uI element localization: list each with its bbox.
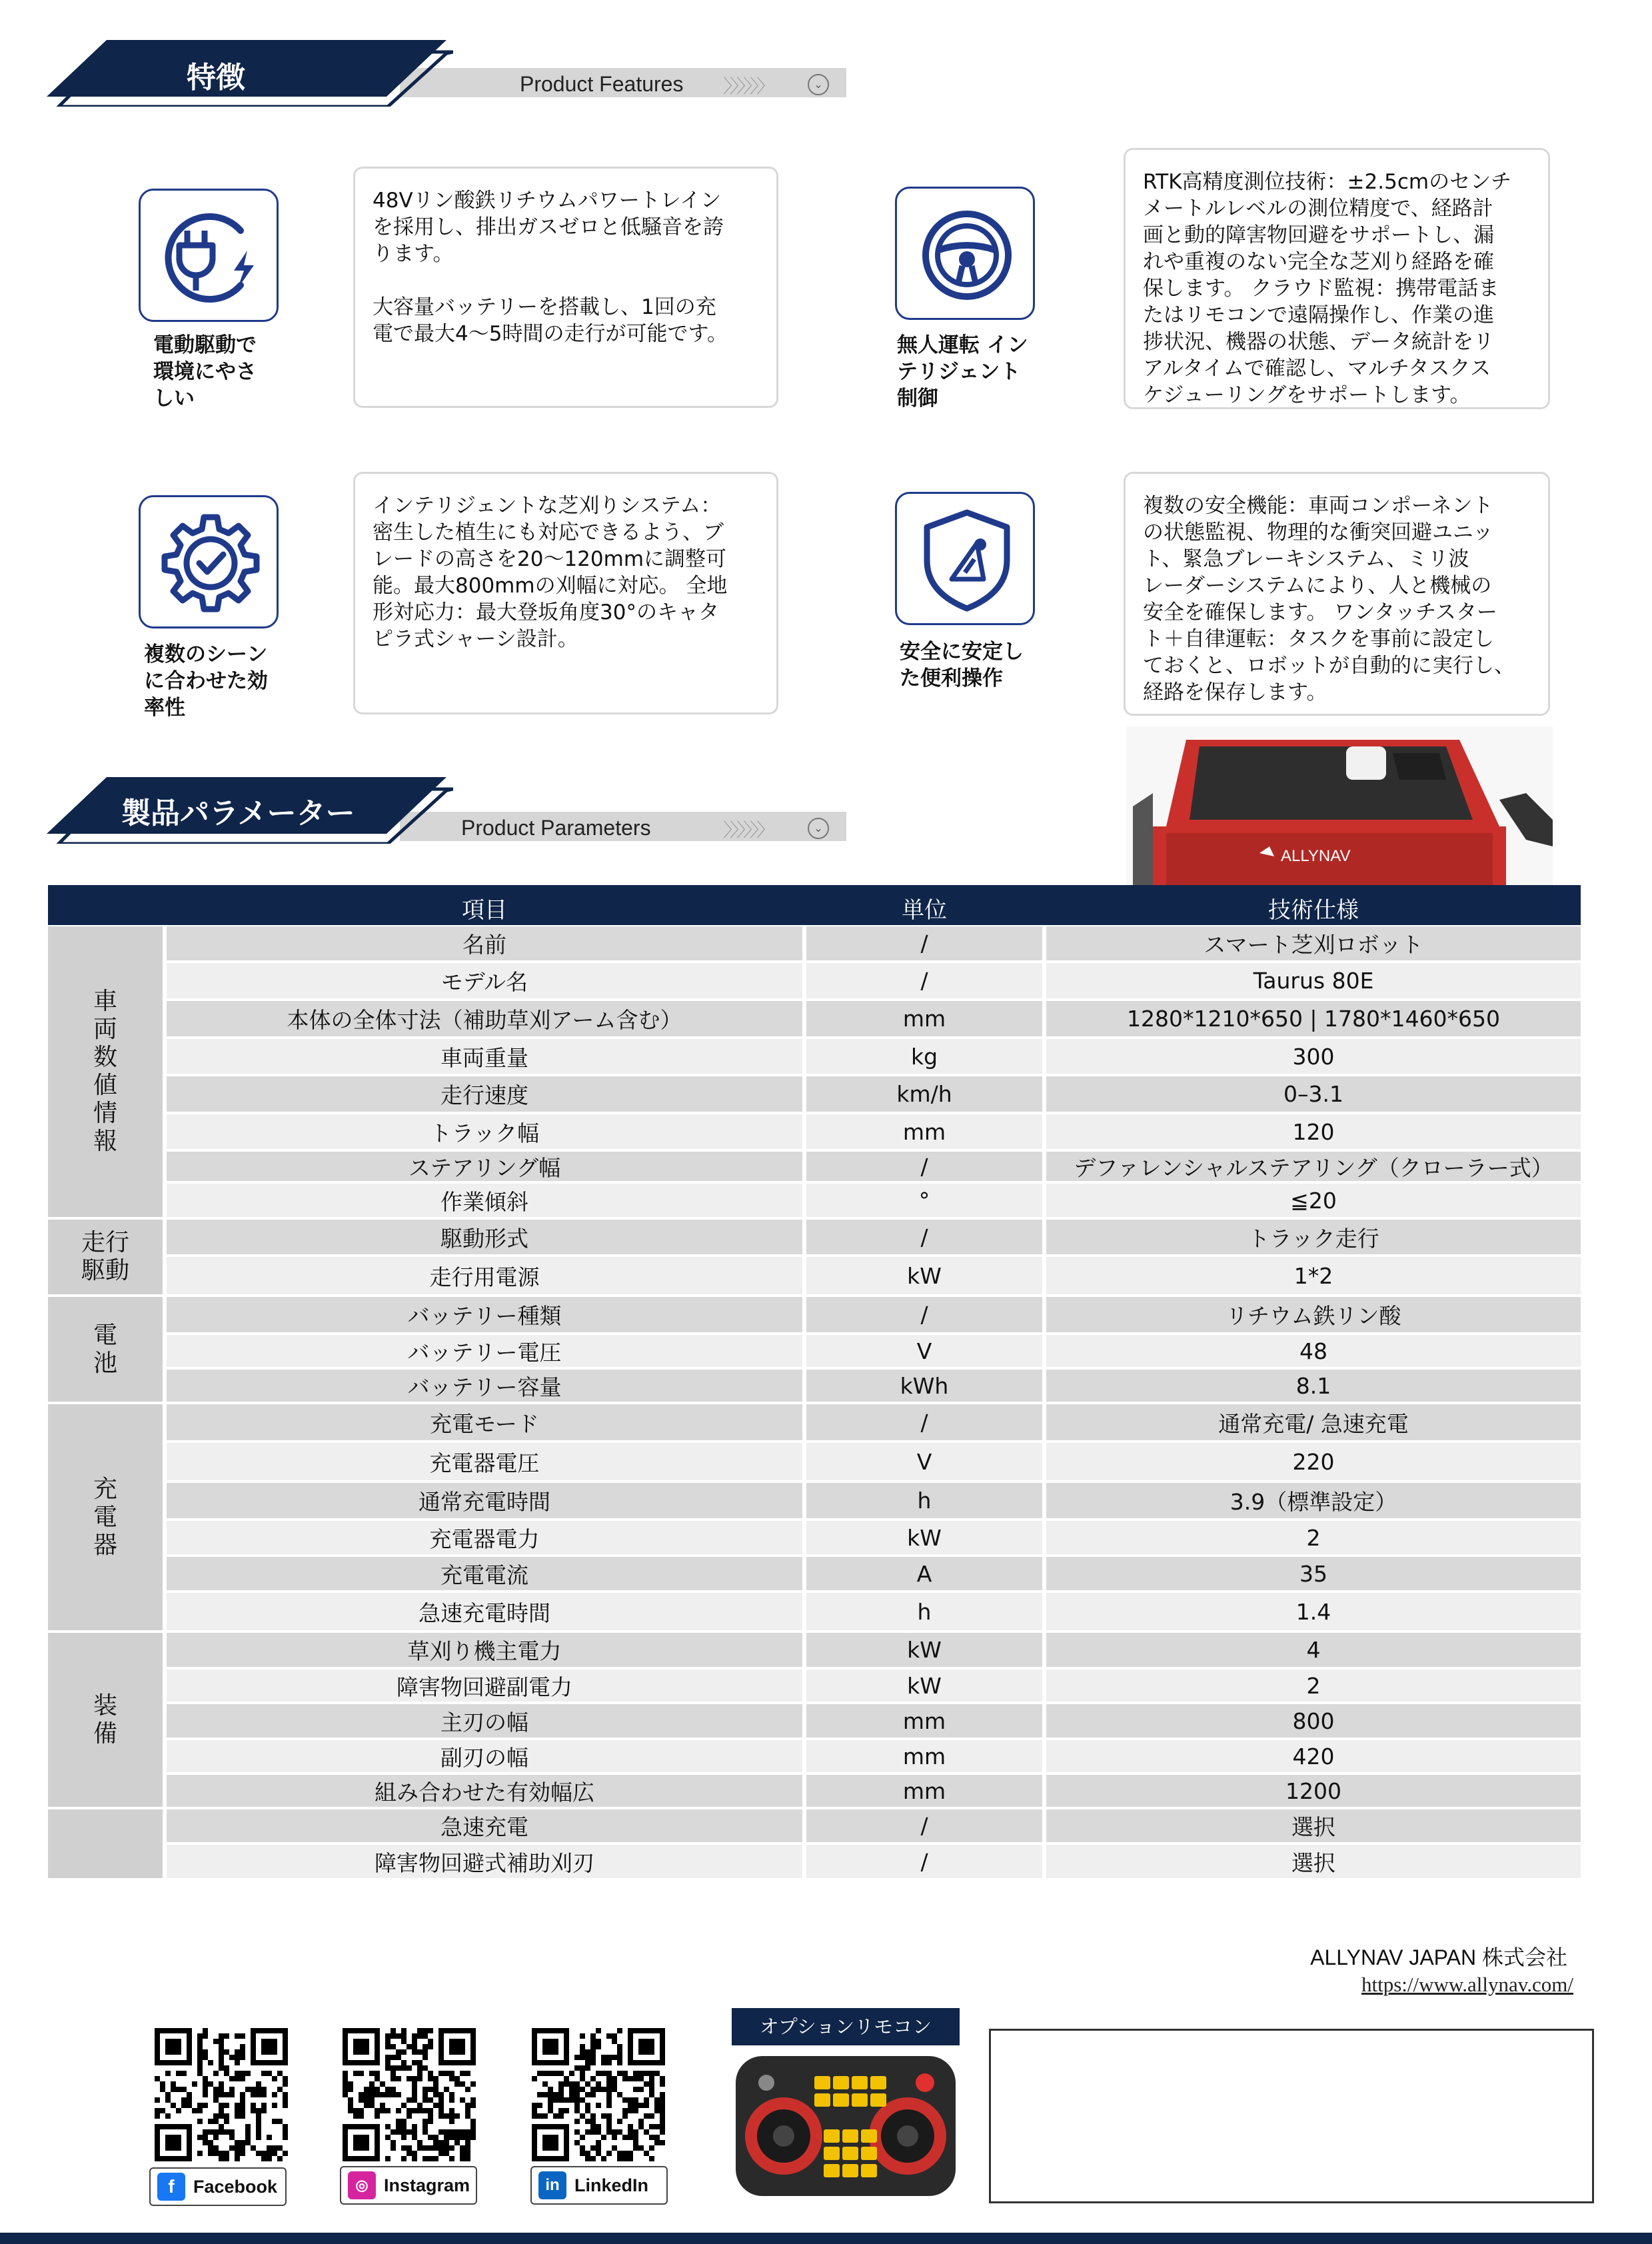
param-name-cell: モデル名 [167,963,802,998]
param-unit-cell: / [806,1809,1042,1842]
table-row [167,1076,1581,1112]
param-name-cell: 主刃の幅 [167,1704,802,1737]
param-value-cell: 通常充電/ 急速充電 [1046,1404,1581,1440]
facebook-label: Facebook [193,2176,278,2197]
param-value-cell: 選択 [1046,1809,1581,1842]
robot-brand: ALLYNAV [1281,847,1351,865]
linkedin-label: LinkedIn [574,2175,649,2195]
feature-label: 無人運転 イン テリジェント 制御 [897,333,1028,411]
banner-tab-shape [47,40,453,107]
table-row [167,1521,1581,1554]
param-unit-cell: kW [806,1633,1042,1667]
param-unit-cell: mm [806,1114,1042,1149]
table-row [167,926,1581,960]
table-row [167,1152,1581,1181]
param-value-cell: トラック走行 [1046,1220,1581,1254]
table-group-label: 車 両 数 値 情 報 [48,926,163,1217]
param-unit-cell: / [806,1297,1042,1332]
table-row [167,1845,1581,1878]
param-name-cell: 急速充電時間 [167,1593,802,1630]
param-unit-cell: h [806,1593,1042,1630]
param-unit-cell: A [806,1557,1042,1590]
param-value-cell: 420 [1046,1740,1581,1772]
table-group-label: 装 備 [48,1633,163,1807]
chevrons-decoration: 〉〉〉〉〉〉 [723,819,773,841]
table-row [167,1633,1581,1667]
features-subtitle: Product Features [520,72,684,96]
param-name-cell: バッテリー種類 [167,1297,802,1332]
param-value-cell: 1*2 [1046,1257,1581,1294]
param-unit-cell: / [806,963,1042,998]
qr-code-linkedin [532,2028,665,2161]
parameters-subtitle: Product Parameters [461,816,651,840]
param-value-cell: 48 [1046,1335,1581,1367]
chevron-down-icon[interactable]: ⌄ [808,74,829,95]
table-header [48,885,1581,925]
feature-description [353,167,778,408]
bottom-bar [0,2233,1652,2244]
param-name-cell: 充電器電圧 [167,1443,802,1480]
param-name-cell: 車両重量 [167,1039,802,1074]
param-value-cell: 4 [1046,1633,1581,1667]
param-unit-cell: / [806,1404,1042,1440]
feature-icon-card [895,492,1035,625]
feature-description [1124,472,1550,716]
table-row [167,1001,1581,1036]
param-value-cell: 35 [1046,1557,1581,1590]
param-value-cell: 3.9（標準設定） [1046,1483,1581,1518]
table-row [167,1297,1581,1332]
param-unit-cell: h [806,1483,1042,1518]
param-unit-cell: / [806,1845,1042,1878]
table-row [167,1775,1581,1807]
param-value-cell: 1280*1210*650 | 1780*1460*650 [1046,1001,1581,1036]
param-unit-cell: mm [806,1740,1042,1772]
param-name-cell: 充電電流 [167,1557,802,1590]
feature-label: 複数のシーン に合わせた効 率性 [144,642,268,720]
header-item: 項目 [462,897,507,924]
gear-check-icon [141,497,281,630]
param-unit-cell: kWh [806,1370,1042,1402]
param-name-cell: 駆動形式 [167,1220,802,1254]
param-value-cell: デファレンシャルステアリング（クローラー式） [1046,1152,1581,1181]
param-name-cell: 草刈り機主電力 [167,1633,802,1667]
param-value-cell: 120 [1046,1114,1581,1149]
instagram-icon: ◎ [348,2171,376,2199]
table-row [167,1257,1581,1294]
feature-icon-card [139,189,279,322]
table-row [167,1335,1581,1367]
param-value-cell: 800 [1046,1704,1581,1737]
param-name-cell: 走行速度 [167,1076,802,1112]
table-row [167,1704,1581,1737]
feature-label: 安全に安定し た便利操作 [900,640,1024,690]
header-spec: 技術仕様 [1268,897,1359,924]
param-name-cell: 充電器電力 [167,1521,802,1554]
param-unit-cell: V [806,1335,1042,1367]
feature-description [1124,148,1550,409]
parameters-banner [40,777,823,857]
param-value-cell: 2 [1046,1670,1581,1701]
param-unit-cell: kW [806,1257,1042,1294]
param-value-cell: 1200 [1046,1775,1581,1807]
param-unit-cell: V [806,1443,1042,1480]
param-name-cell: ステアリング幅 [167,1152,802,1181]
param-value-cell: リチウム鉄リン酸 [1046,1297,1581,1332]
table-row [167,1404,1581,1440]
company-url[interactable]: https://www.allynav.com/ [1361,1973,1573,1996]
remote-control-photo [732,2049,960,2203]
remote-label: オプションリモコン [732,2008,960,2045]
param-unit-cell: mm [806,1704,1042,1737]
instagram-link[interactable] [340,2166,477,2205]
param-unit-cell: kg [806,1039,1042,1074]
param-unit-cell: mm [806,1001,1042,1036]
param-value-cell: 220 [1046,1443,1581,1480]
plug-lightning-icon [141,191,281,324]
table-row [167,1184,1581,1217]
param-value-cell: 1.4 [1046,1593,1581,1630]
param-unit-cell: km/h [806,1076,1042,1112]
param-unit-cell: / [806,1152,1042,1181]
table-row [167,1809,1581,1842]
table-group-label: 電 池 [48,1297,163,1402]
qr-code-instagram [343,2028,476,2161]
chevrons-decoration: 〉〉〉〉〉〉 [723,75,773,97]
param-value-cell: Taurus 80E [1046,963,1581,998]
table-row [167,1220,1581,1254]
feature-label: 電動駆動で 環境にやさ しい [153,333,257,411]
feature-description [353,472,778,714]
shield-alert-icon [897,494,1037,627]
feature-text: RTK高精度測位技術：±2.5cmのセンチ メートルレベルの測位精度で、経路計 画と動的障害物回避をサポートし、漏 れや重複のない完全な芝刈り経路を確 保します。 クラウド監視：携帯電話ま たはリモコンで遠隔操作し、作業の進 捗状況、機器の状態、データ統計をリ アルタイムで確認し、マルチタスクス ケジューリングをサポートします。 [1143,170,1512,407]
feature-icon-card [139,495,279,628]
param-name-cell: 障害物回避式補助刈刃 [167,1845,802,1878]
param-unit-cell: mm [806,1775,1042,1807]
table-row [167,1740,1581,1772]
param-value-cell: ≦20 [1046,1184,1581,1217]
table-row [167,1039,1581,1074]
table-group-label: 充 電 器 [48,1404,163,1630]
table-row [167,1483,1581,1518]
param-name-cell: バッテリー電圧 [167,1335,802,1367]
table-row [167,1114,1581,1149]
linkedin-icon: in [538,2171,566,2199]
param-unit-cell: kW [806,1670,1042,1701]
param-name-cell: 通常充電時間 [167,1483,802,1518]
linkedin-link[interactable] [530,2166,668,2205]
parameters-title: 製品パラメーター [121,796,355,830]
param-name-cell: トラック幅 [167,1114,802,1149]
param-name-cell: 作業傾斜 [167,1184,802,1217]
feature-icon-card [895,187,1035,320]
param-value-cell: 300 [1046,1039,1581,1074]
param-name-cell: 本体の全体寸法（補助草刈アーム含む） [167,1001,802,1036]
param-unit-cell: kW [806,1521,1042,1554]
param-name-cell: 充電モード [167,1404,802,1440]
feature-text: インテリジェントな芝刈りシステム： 密生した植生にも対応できるよう、ブ レードの高さを20～120mmに調整可 能。最大800mmの刈幅に対応。 全地 形対応力：最大登坂角度30°のキャタ ピラ式シャーシ設計。 [373,494,728,651]
feature-text: 複数の安全機能：車両コンポーネント の状態監視、物理的な衝突回避ユニッ ト、緊急ブレーキシステム、ミリ波 レーダーシステムにより、人と機械の 安全を確保します。 ワンタッチスター ト＋自律運転：タスクを事前に設定し ておくと、ロボットが自動的に実行し、 経路を保存します。 [1143,494,1515,704]
param-unit-cell: / [806,926,1042,960]
table-row [167,1670,1581,1701]
table-row [167,963,1581,998]
table-row [167,1370,1581,1402]
steering-wheel-icon [897,189,1037,322]
param-name-cell: 走行用電源 [167,1257,802,1294]
chevron-down-icon[interactable]: ⌄ [808,818,829,839]
param-unit-cell: ° [806,1184,1042,1217]
company-name: ALLYNAV JAPAN 株式会社 [1310,1945,1567,1969]
feature-text: 48Vリン酸鉄リチウムパワートレイン を採用し、排出ガスゼロと低騒音を誇 ります。 大容量バッテリーを搭載し、1回の充 電で最大4～5時間の走行が可能です。 [373,189,728,346]
param-value-cell: 8.1 [1046,1370,1581,1402]
features-banner [40,40,823,120]
param-name-cell: 名前 [167,926,802,960]
param-value-cell: スマート芝刈ロボット [1046,926,1581,960]
param-value-cell: 0–3.1 [1046,1076,1581,1112]
param-name-cell: 組み合わせた有効幅広 [167,1775,802,1807]
param-name-cell: 障害物回避副電力 [167,1670,802,1701]
table-row [167,1593,1581,1630]
features-title: 特徴 [187,61,245,95]
param-name-cell: 急速充電 [167,1809,802,1842]
qr-code-facebook [155,2028,288,2161]
facebook-link[interactable] [149,2167,287,2206]
notes-box [989,2029,1594,2203]
facebook-icon: f [157,2173,185,2201]
table-group-label: 走行 駆動 [48,1220,163,1294]
table-row [167,1443,1581,1480]
param-unit-cell: / [806,1220,1042,1254]
header-unit: 単位 [902,897,947,924]
table-group-label [48,1809,163,1878]
table-row [167,1557,1581,1590]
robot-photo [1126,726,1553,886]
instagram-label: Instagram [384,2175,470,2195]
param-value-cell: 選択 [1046,1845,1581,1878]
param-name-cell: バッテリー容量 [167,1370,802,1402]
param-value-cell: 2 [1046,1521,1581,1554]
param-name-cell: 副刃の幅 [167,1740,802,1772]
